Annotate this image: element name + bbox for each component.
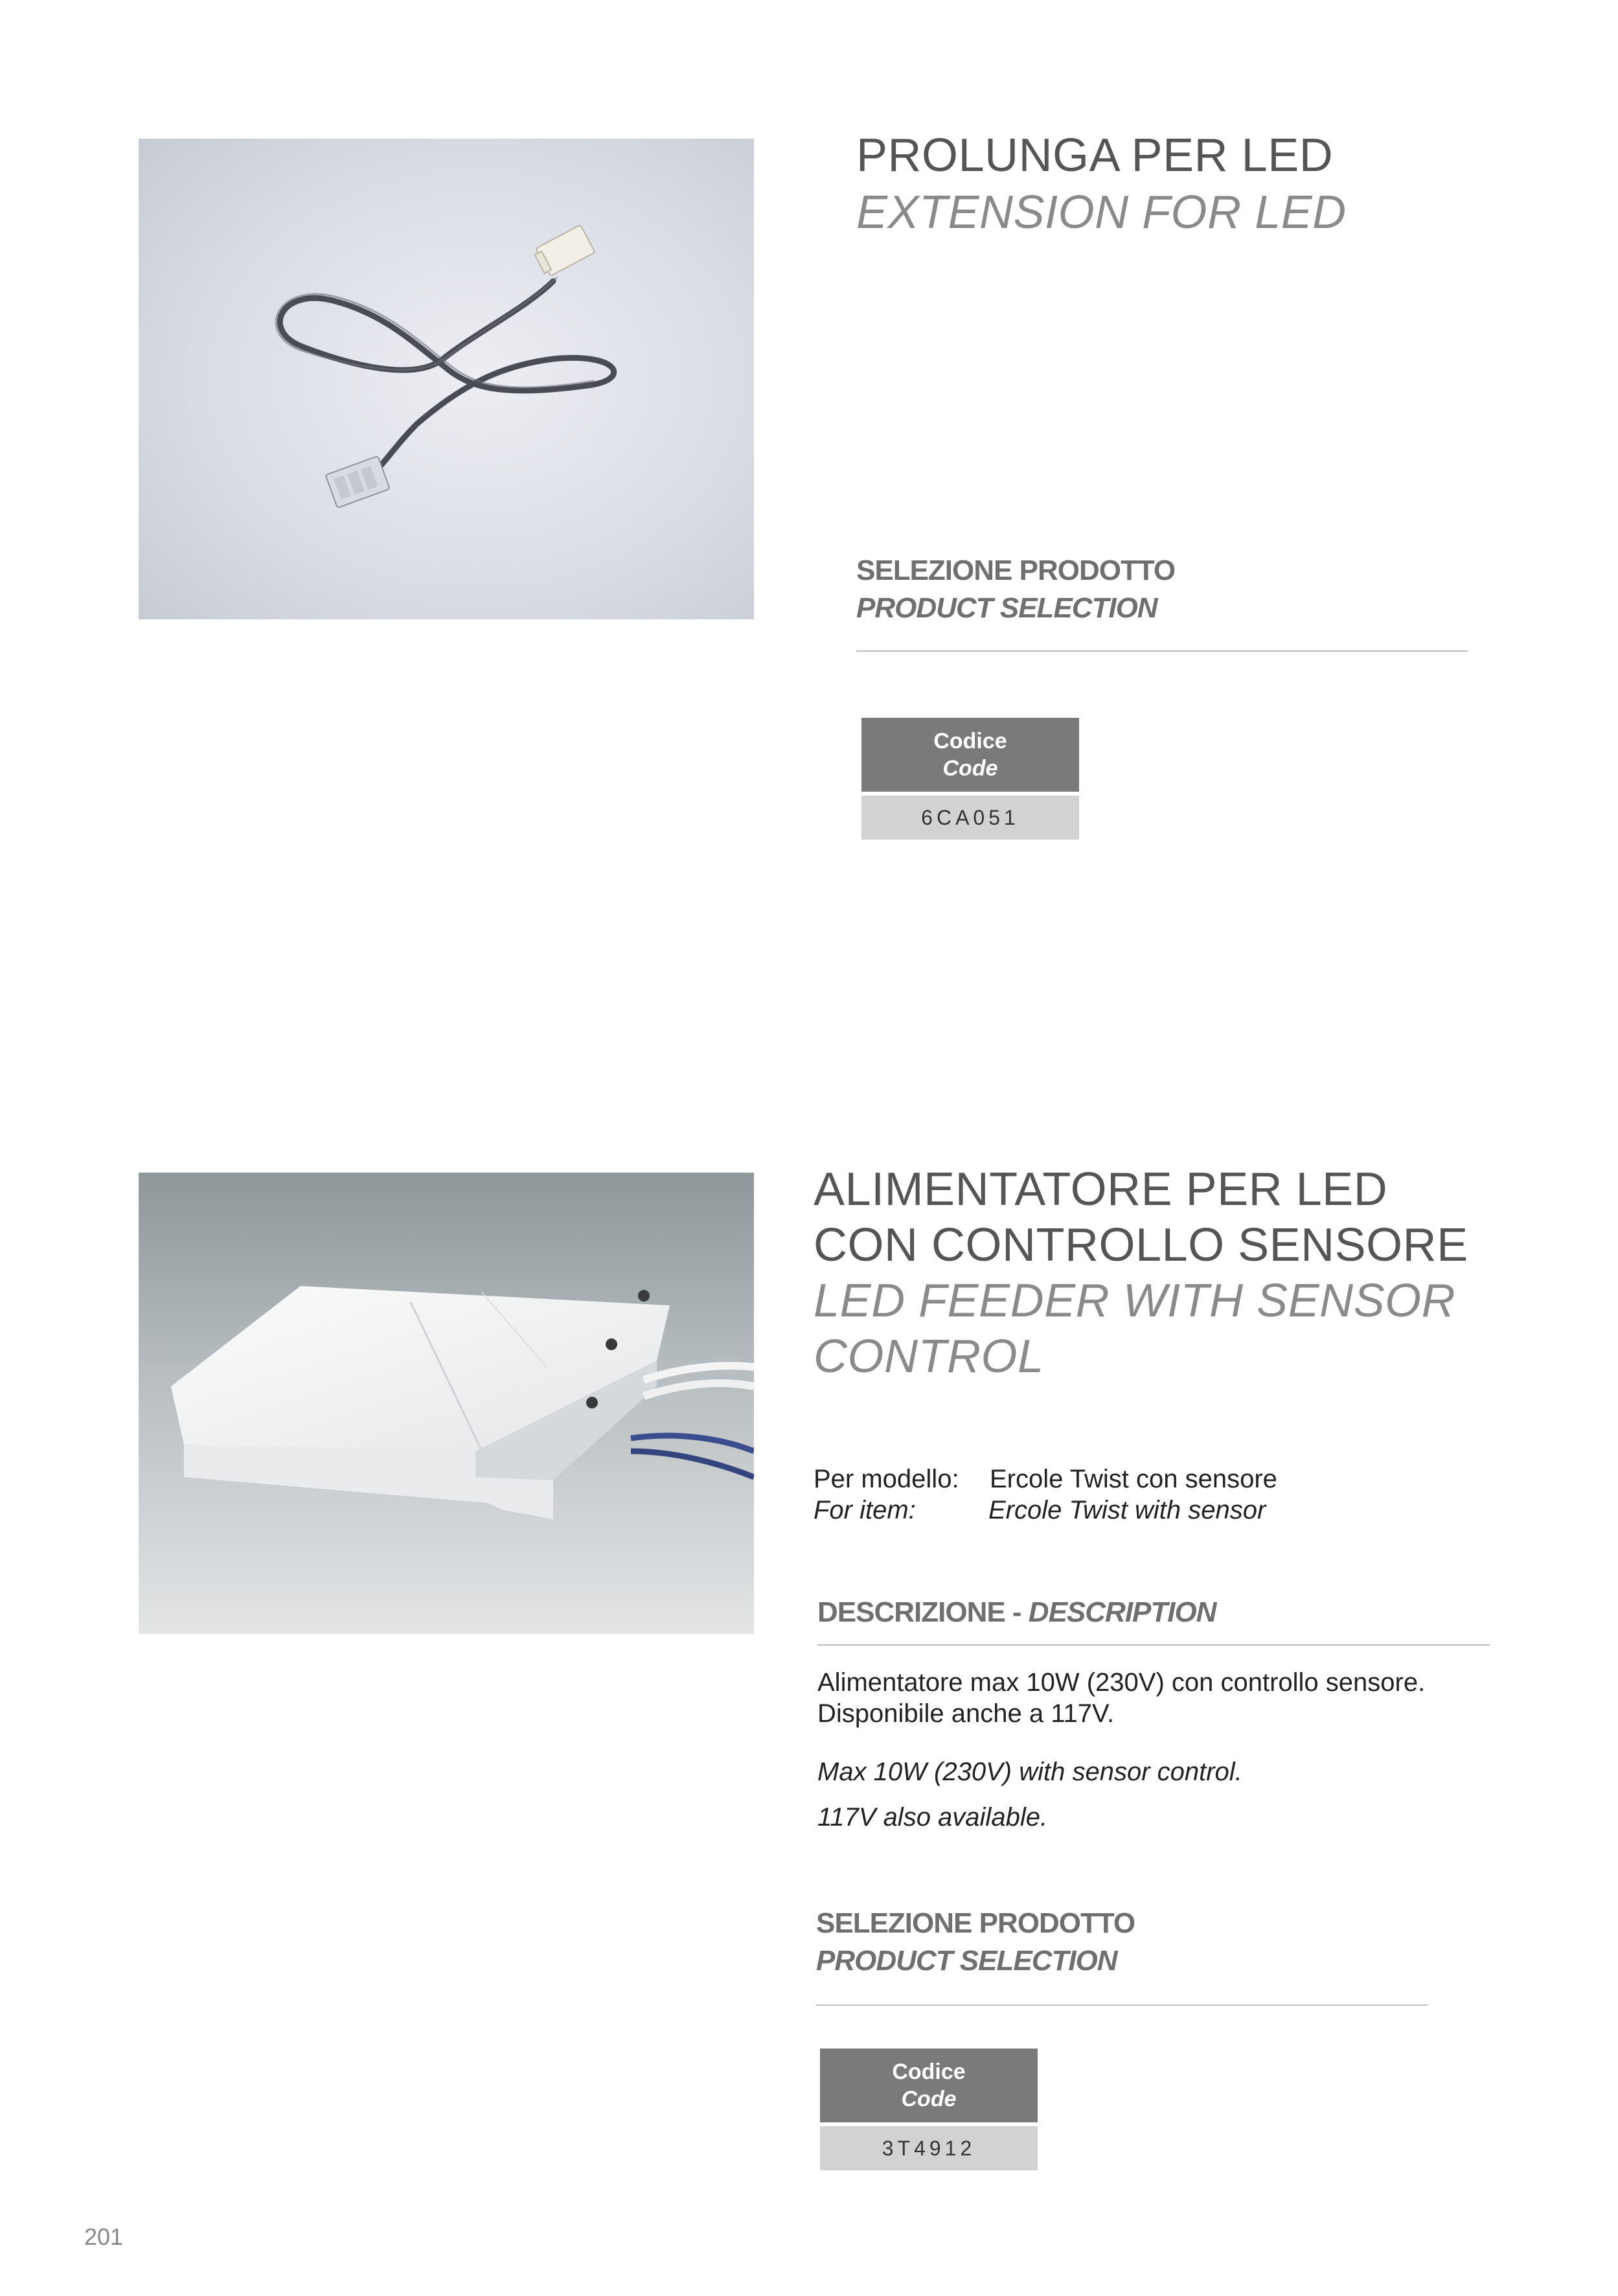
product2-desc-it-line2: Disponibile anche a 117V. <box>817 1699 1115 1728</box>
for-value-en: Ercole Twist with sensor <box>988 1496 1266 1524</box>
product1-code-header <box>861 718 1079 792</box>
product2-for-item-en <box>814 1494 1266 1526</box>
for-label-it: Per modello: <box>814 1465 959 1493</box>
for-value-it: Ercole Twist con sensore <box>990 1465 1277 1493</box>
product2-description-divider <box>817 1644 1490 1646</box>
description-label-en: DESCRIPTION <box>1028 1596 1216 1628</box>
product1-code-header-en: Code <box>942 756 998 781</box>
product2-code-header-it: Codice <box>892 2060 966 2084</box>
product1-title-it: PROLUNGA PER LED <box>856 130 1334 181</box>
product2-selection-heading-it: SELEZIONE PRODOTTO <box>816 1907 1135 1939</box>
product1-title-en: EXTENSION FOR LED <box>856 187 1347 238</box>
product1-selection-divider <box>856 650 1468 652</box>
product2-code-value: 3T4912 <box>820 2126 1038 2170</box>
for-label-en: For item: <box>814 1496 916 1524</box>
product2-for-item-it <box>814 1463 1277 1495</box>
product2-desc-it-line1: Alimentatore max 10W (230V) con controllo sensore. <box>817 1668 1426 1697</box>
page-number: 201 <box>84 2223 124 2250</box>
product2-title-it-line1: ALIMENTATORE PER LED <box>814 1164 1388 1215</box>
product1-code-table <box>861 718 1079 840</box>
product1-code-header-it: Codice <box>933 729 1007 753</box>
product2-description-heading <box>817 1596 1216 1629</box>
description-label-it: DESCRIZIONE - <box>817 1596 1029 1628</box>
product1-selection-heading-en: PRODUCT SELECTION <box>856 592 1157 624</box>
product-photo-led-extension-cable <box>139 139 754 619</box>
product-photo-led-feeder <box>139 1173 754 1634</box>
product1-code-value: 6CA051 <box>861 796 1079 840</box>
product2-code-header-en: Code <box>901 2087 957 2111</box>
product1-selection-heading-it: SELEZIONE PRODOTTO <box>856 555 1176 586</box>
product2-selection-heading-en: PRODUCT SELECTION <box>816 1945 1117 1977</box>
product2-desc-en-line2: 117V also available. <box>817 1803 1048 1831</box>
product2-title-en-line1: LED FEEDER WITH SENSOR <box>814 1275 1456 1327</box>
product2-code-table <box>820 2049 1038 2170</box>
product2-selection-divider <box>816 2004 1428 2006</box>
product2-title-it-line2: CON CONTROLLO SENSORE <box>814 1219 1468 1271</box>
product2-title-en-line2: CONTROL <box>814 1331 1044 1383</box>
product2-code-header <box>820 2049 1038 2122</box>
product2-desc-en-line1: Max 10W (230V) with sensor control. <box>817 1758 1242 1786</box>
